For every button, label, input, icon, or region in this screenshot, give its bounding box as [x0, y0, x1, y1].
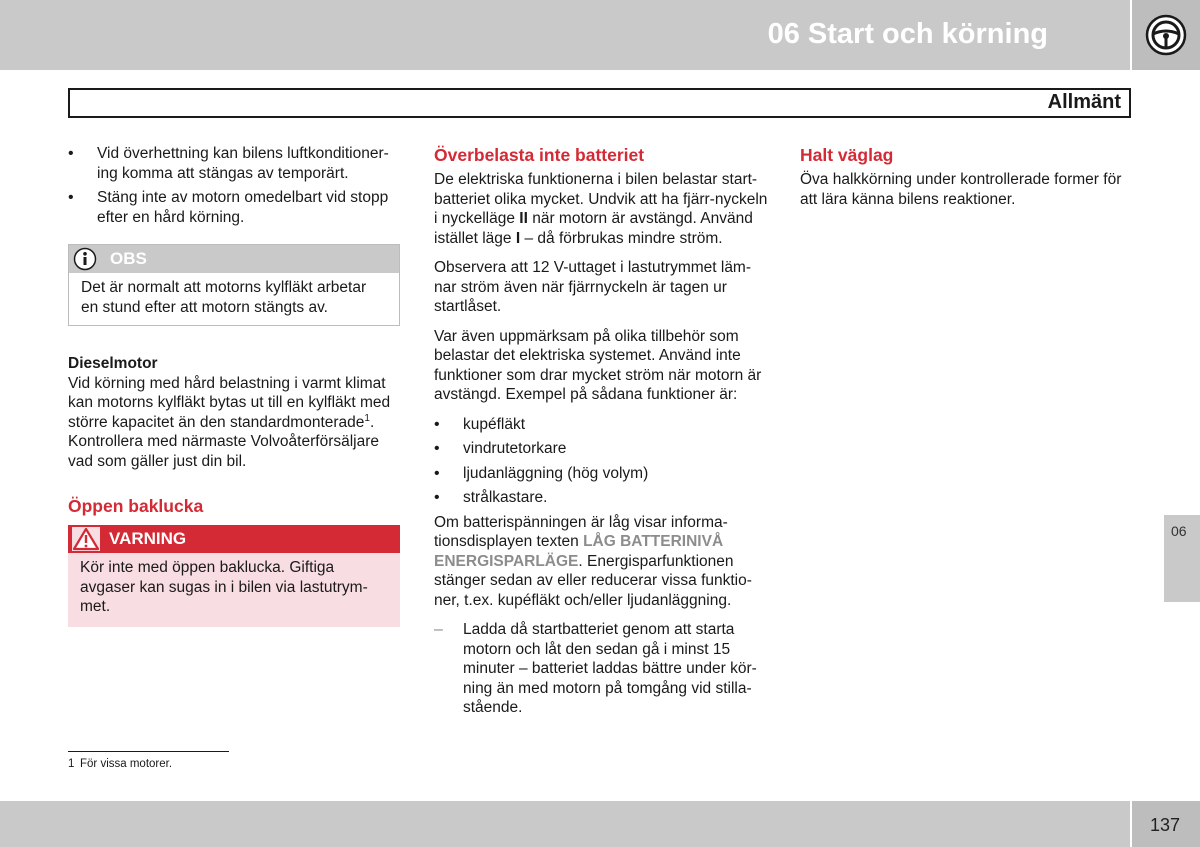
- page-number-box: [1132, 801, 1200, 847]
- section-title: Allmänt: [1047, 91, 1121, 113]
- list-item: • Vid överhettning kan bilens luftkonditioner-ing komma att stängas av temporärt.: [68, 144, 400, 183]
- column-1: [68, 144, 400, 627]
- footnote-text: För vissa motorer.: [80, 758, 173, 770]
- obs-note-text: Det är normalt att motorns kylfläkt arbetar en stund efter att motorn stängts av.: [81, 279, 367, 316]
- footer-bar: [0, 801, 1130, 847]
- battery-paragraph-3: Var även uppmärksam på olika tillbehör som belastar det elektriska systemet. Använd inte funktioner som drar mycket ström när motorn är avstängd. Exempel på sådana funktioner är:: [434, 327, 762, 403]
- text-part: . Energisparfunktionen stänger sedan av eller reducerar vissa funktio-ner, t.ex. kupéfläkt och/eller ljudanläggning.: [434, 552, 752, 609]
- footnote: [68, 758, 172, 770]
- footnote-divider: [68, 751, 229, 752]
- battery-paragraph-4: [434, 513, 768, 611]
- slippery-road-heading: Halt väglag: [800, 145, 894, 165]
- list-item: • ljudanläggning (hög volym): [434, 464, 768, 484]
- list-item: – Ladda då startbatteriet genom att starta motorn och låt den sedan gå i minst 15 minuter – batteriet laddas bättre under kör-ning än med motorn på tomgång vid stilla-stående.: [434, 620, 768, 718]
- obs-note: [68, 244, 400, 326]
- text-part: – då förbrukas mindre ström.: [520, 229, 723, 247]
- key-position-2: II: [519, 210, 528, 227]
- key-position-1: I: [515, 229, 521, 247]
- chapter-icon-box: [1132, 0, 1200, 70]
- warning-label: VARNING: [109, 529, 187, 548]
- column-2: [434, 144, 768, 723]
- diesel-text-part: Vid körning med hård belastning i varmt klimat kan motorns kylfläkt bytas ut till en kylfläkt med större kapacitet än den standardmonterade: [68, 374, 391, 431]
- warning-header: [68, 525, 400, 553]
- text-part: Om batterispänningen är låg visar informa-tionsdisplayen texten: [434, 513, 728, 550]
- bullet-list: [68, 144, 400, 227]
- side-tab-label: 06: [1171, 523, 1187, 539]
- warning-triangle-icon: [72, 527, 100, 551]
- tailgate-heading: Öppen baklucka: [68, 496, 204, 516]
- warning-box: [68, 525, 400, 627]
- info-icon: [73, 247, 97, 271]
- text-part: De elektriska funktionerna i bilen belastar start-batteriet olika mycket. Undvik att ha fjärr-nyckeln i nyckelläge: [434, 171, 768, 227]
- list-item: • kupéfläkt: [434, 415, 768, 435]
- display-message: LÅG BATTERINIVÅ ENERGISPARLÄGE: [434, 533, 724, 570]
- obs-label: OBS: [110, 249, 147, 268]
- footnote-ref: 1: [364, 412, 370, 424]
- battery-paragraph-1: [434, 170, 768, 248]
- header-bar: [0, 0, 1130, 70]
- slippery-road-text: Öva halkkörning under kontrollerade former för att lära känna bilens reaktioner.: [800, 171, 1122, 208]
- diesel-heading: Dieselmotor: [68, 355, 158, 372]
- page-number: 137: [1150, 815, 1181, 835]
- column-3: [800, 144, 1135, 219]
- footnote-number: 1: [68, 758, 75, 770]
- chapter-title: 06 Start och körning: [767, 18, 1048, 50]
- diesel-paragraph: [68, 374, 400, 472]
- battery-paragraph-2: Observera att 12 V-uttaget i lastutrymmet läm-nar ström även när fjärrnyckeln är tagen ur startlåset.: [434, 259, 752, 315]
- dash-list: [434, 620, 768, 718]
- section-title-box: [68, 88, 1131, 118]
- bullet-list: [434, 415, 768, 508]
- list-item: • strålkastare.: [434, 488, 768, 508]
- steering-wheel-icon: [1145, 14, 1187, 56]
- warning-text: Kör inte med öppen baklucka. Giftiga avgaser kan sugas in i bilen via lastutrym-met.: [80, 559, 368, 615]
- diesel-text-part: . Kontrollera med närmaste Volvoåterförsäljare vad som gäller just din bil.: [68, 413, 380, 470]
- list-item: • vindrutetorkare: [434, 439, 768, 459]
- list-item: • Stäng inte av motorn omedelbart vid stopp efter en hård körning.: [68, 188, 400, 227]
- chapter-side-tab: [1164, 515, 1200, 602]
- battery-heading: Överbelasta inte batteriet: [434, 145, 645, 165]
- text-part: när motorn är avstängd. Använd istället läge: [434, 210, 753, 247]
- obs-note-header: [69, 245, 399, 273]
